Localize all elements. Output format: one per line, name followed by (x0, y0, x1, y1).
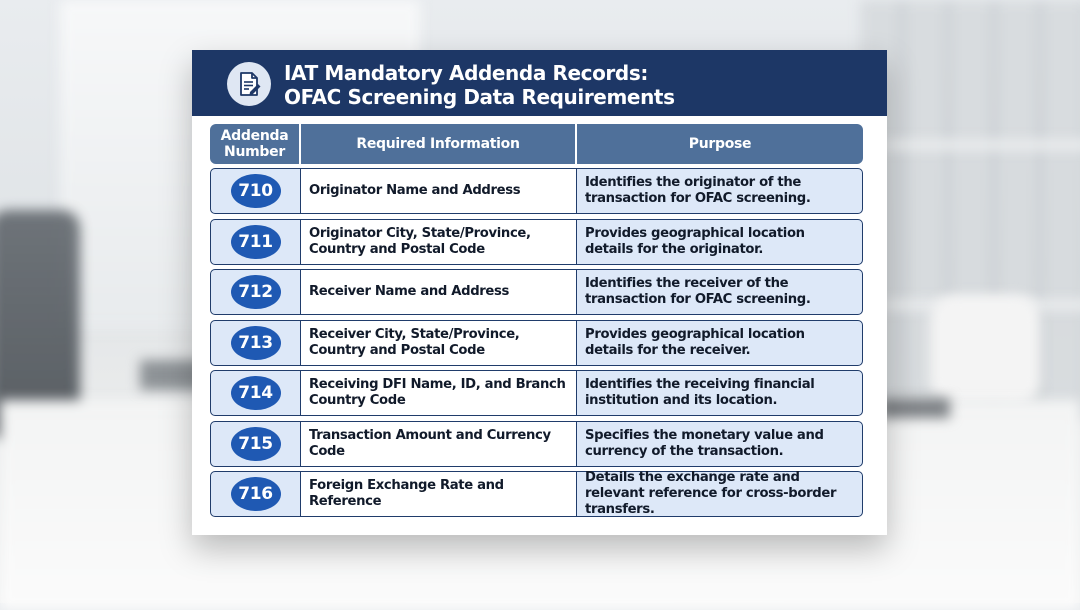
table-header (210, 124, 863, 164)
required-information-cell: Receiver Name and Address (300, 270, 576, 314)
addenda-number-badge: 715 (231, 427, 281, 461)
required-information-cell: Originator Name and Address (300, 169, 576, 213)
column-header-line: Number (224, 144, 285, 160)
table-row (210, 168, 863, 214)
document-edit-icon (227, 62, 271, 106)
addenda-number-badge: 714 (231, 376, 281, 410)
background-chair (930, 295, 1040, 405)
purpose-cell: Provides geographical location details for the receiver. (576, 321, 862, 365)
column-header-purpose: Purpose (577, 124, 863, 164)
addenda-number-badge: 711 (231, 225, 281, 259)
addenda-number-badge: 712 (231, 275, 281, 309)
column-header-addenda-number (210, 124, 299, 164)
table-row (210, 269, 863, 315)
addenda-number-cell (211, 321, 300, 365)
purpose-cell: Identifies the receiving financial institution and its location. (576, 371, 862, 415)
title-line-1: IAT Mandatory Addenda Records: (284, 61, 648, 85)
addenda-number-badge: 716 (231, 477, 281, 511)
background-laptop (880, 398, 950, 418)
table-row (210, 471, 863, 517)
purpose-cell: Identifies the originator of the transaction for OFAC screening. (576, 169, 862, 213)
background-shelf-board (860, 140, 1080, 150)
addenda-number-badge: 710 (231, 174, 281, 208)
purpose-cell: Specifies the monetary value and currency of the transaction. (576, 422, 862, 466)
table-row (210, 320, 863, 366)
required-information-cell: Receiving DFI Name, ID, and Branch Country Code (300, 371, 576, 415)
addenda-number-cell (211, 169, 300, 213)
page-title (284, 61, 675, 109)
required-information-cell: Transaction Amount and Currency Code (300, 422, 576, 466)
addenda-card (192, 50, 887, 535)
addenda-number-cell (211, 220, 300, 264)
addenda-number-badge: 713 (231, 326, 281, 360)
required-information-cell: Originator City, State/Province, Country and Postal Code (300, 220, 576, 264)
table-row (210, 421, 863, 467)
column-header-line: Addenda (220, 128, 289, 144)
addenda-number-cell (211, 472, 300, 516)
table-row (210, 219, 863, 265)
addenda-number-cell (211, 371, 300, 415)
required-information-cell: Receiver City, State/Province, Country and Postal Code (300, 321, 576, 365)
addenda-number-cell (211, 422, 300, 466)
purpose-cell: Provides geographical location details for the originator. (576, 220, 862, 264)
purpose-cell: Identifies the receiver of the transaction for OFAC screening. (576, 270, 862, 314)
table-row (210, 370, 863, 416)
required-information-cell: Foreign Exchange Rate and Reference (300, 472, 576, 516)
card-header (192, 50, 887, 116)
addenda-number-cell (211, 270, 300, 314)
title-line-2: OFAC Screening Data Requirements (284, 85, 675, 109)
column-header-required-information: Required Information (301, 124, 575, 164)
purpose-cell: Details the exchange rate and relevant reference for cross-border transfers. (576, 472, 862, 516)
